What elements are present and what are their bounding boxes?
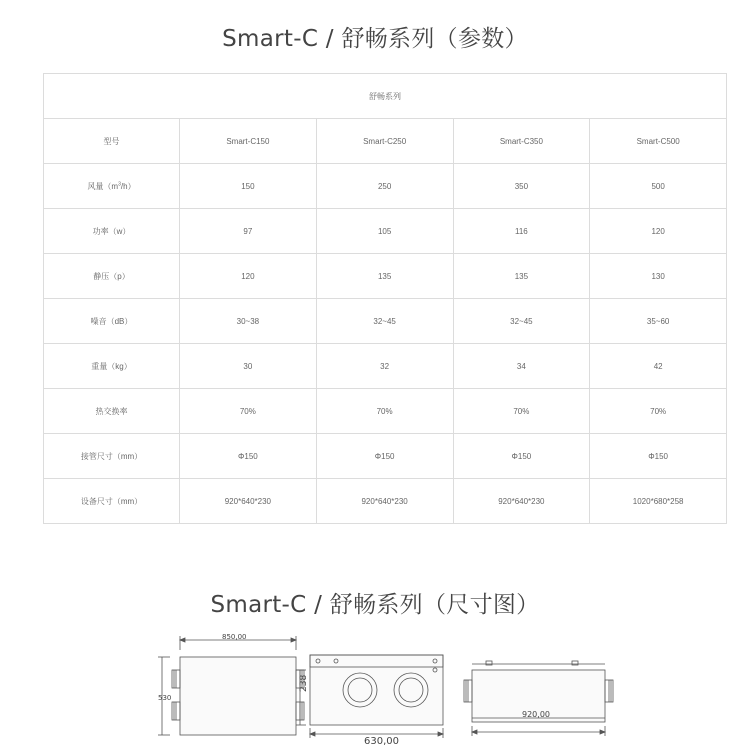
table-cell: 120 <box>180 254 317 299</box>
table-row <box>44 254 727 299</box>
table-cell: 920*640*230 <box>453 479 590 524</box>
row-label: 接管尺寸（mm） <box>44 434 180 479</box>
dimensions-title: Smart-C / 舒畅系列（尺寸图） <box>210 592 540 618</box>
table-cell: 250 <box>316 164 453 209</box>
table-row <box>44 164 727 209</box>
front-view-width-label: 630,00 <box>364 736 399 747</box>
header-cell: Smart-C250 <box>316 119 453 164</box>
front-view-height-label: 238 <box>299 674 309 692</box>
table-cell: 70% <box>316 389 453 434</box>
table-cell: Φ150 <box>590 434 727 479</box>
header-cell: 型号 <box>44 119 180 164</box>
table-cell: 32~45 <box>453 299 590 344</box>
table-row <box>44 389 727 434</box>
row-label: 热交换率 <box>44 389 180 434</box>
table-row <box>44 299 727 344</box>
row-label: 功率（w） <box>44 209 180 254</box>
row-label: 噪音（dB） <box>44 299 180 344</box>
params-title: Smart-C / 舒畅系列（参数） <box>222 26 528 52</box>
row-label: 静压（p） <box>44 254 180 299</box>
top-view-drawing <box>158 636 304 735</box>
table-caption-row <box>44 74 727 119</box>
row-label <box>44 164 180 209</box>
table-cell: 1020*680*258 <box>590 479 727 524</box>
table-cell: 34 <box>453 344 590 389</box>
header-cell: Smart-C500 <box>590 119 727 164</box>
table-cell: 130 <box>590 254 727 299</box>
table-header-row <box>44 119 727 164</box>
table-cell: 32 <box>316 344 453 389</box>
table-cell: 920*640*230 <box>180 479 317 524</box>
row-label-tail: /h） <box>120 181 136 191</box>
table-cell: 70% <box>453 389 590 434</box>
table-cell: 70% <box>590 389 727 434</box>
table-cell: 135 <box>453 254 590 299</box>
table-cell: 105 <box>316 209 453 254</box>
table-cell: Φ150 <box>316 434 453 479</box>
dimension-drawings <box>150 630 625 748</box>
table-cell: 135 <box>316 254 453 299</box>
table-row <box>44 479 727 524</box>
table-cell: 70% <box>180 389 317 434</box>
table-cell: 30~38 <box>180 299 317 344</box>
table-cell: 35~60 <box>590 299 727 344</box>
superscript: 3 <box>118 180 121 187</box>
table-row <box>44 344 727 389</box>
table-cell: 120 <box>590 209 727 254</box>
table-cell: 150 <box>180 164 317 209</box>
top-view-width-label: 850,00 <box>222 633 247 641</box>
header-cell: Smart-C150 <box>180 119 317 164</box>
table-cell: 920*640*230 <box>316 479 453 524</box>
row-label: 重量（kg） <box>44 344 180 389</box>
table-row <box>44 434 727 479</box>
top-view-height-label: 530 <box>158 694 172 702</box>
table-cell: 30 <box>180 344 317 389</box>
table-cell: Φ150 <box>453 434 590 479</box>
table-cell: 32~45 <box>316 299 453 344</box>
table-caption: 舒畅系列 <box>44 74 727 119</box>
table-row <box>44 209 727 254</box>
side-view-drawing <box>464 661 613 736</box>
side-view-width-label: 920,00 <box>522 710 550 719</box>
front-view-drawing <box>296 655 443 738</box>
row-label-text: 风量（m <box>87 181 119 191</box>
header-cell: Smart-C350 <box>453 119 590 164</box>
table-cell: 97 <box>180 209 317 254</box>
table-cell: Φ150 <box>180 434 317 479</box>
table-cell: 42 <box>590 344 727 389</box>
table-cell: 500 <box>590 164 727 209</box>
table-cell: 116 <box>453 209 590 254</box>
table-cell: 350 <box>453 164 590 209</box>
row-label: 设备尺寸（mm） <box>44 479 180 524</box>
spec-table <box>43 73 727 524</box>
